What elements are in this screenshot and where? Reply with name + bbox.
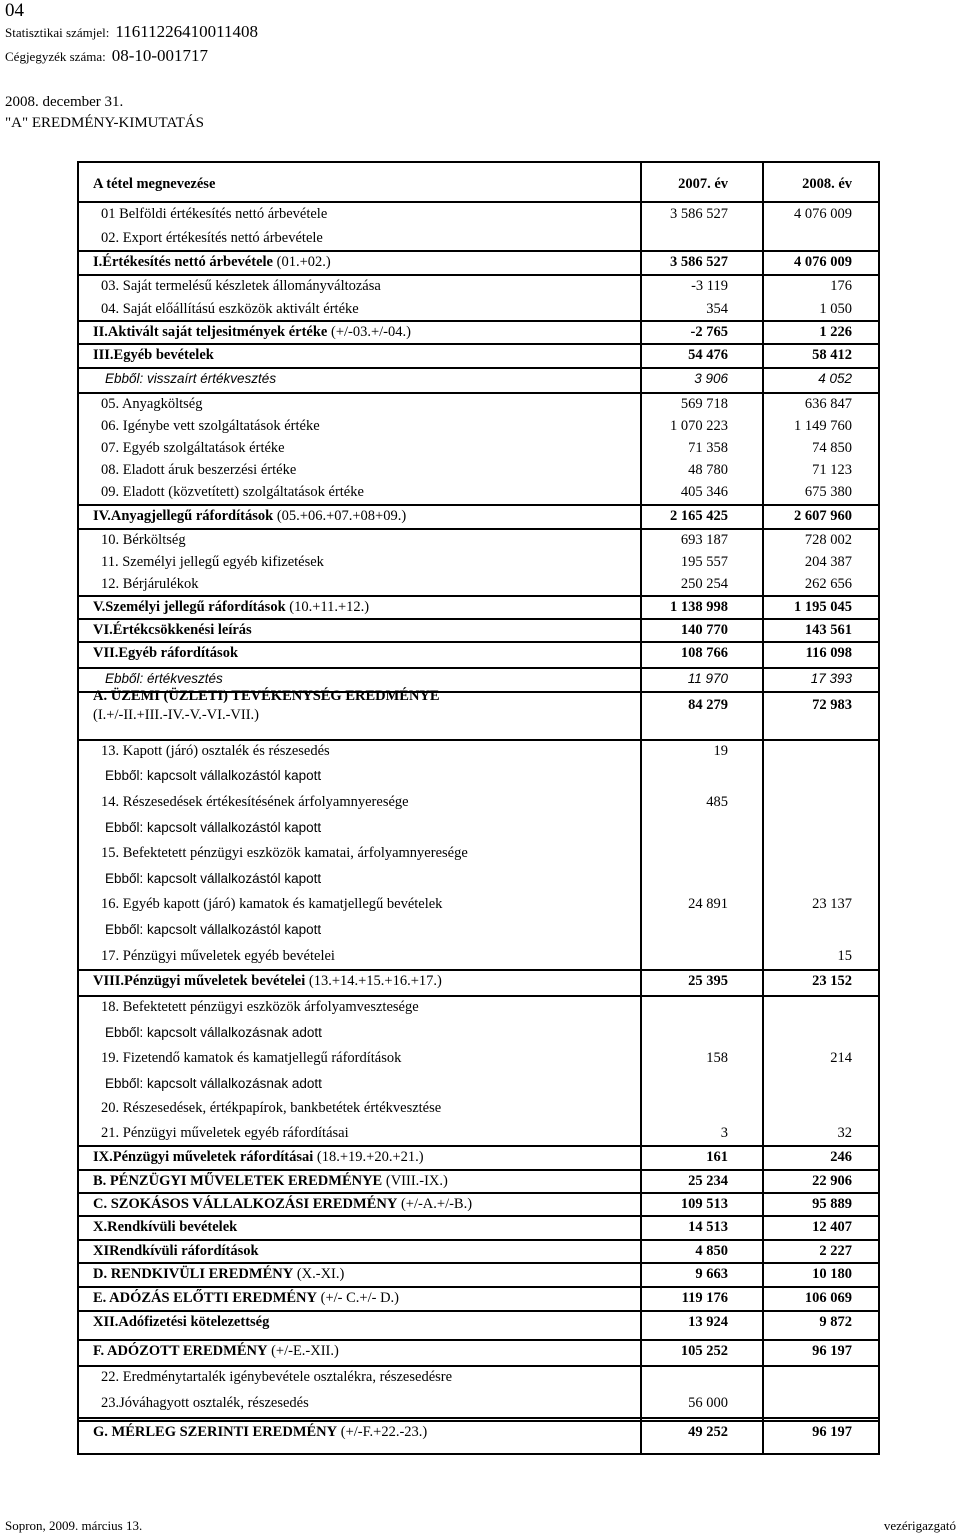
row-label-text: 01 Belföldi értékesítés nettó árbevétele (101, 206, 328, 222)
row-label (93, 599, 369, 616)
value-2008: 71 123 (812, 462, 852, 478)
row-label-bold: XII.Adófizetési kötelezettség (93, 1314, 270, 1330)
row-label-text: 04. Saját előállítású eszközök aktivált értéke (101, 301, 359, 317)
row-label-text: 09. Eladott (közvetített) szolgáltatások értéke (101, 484, 364, 500)
value-2007: 109 513 (680, 1196, 728, 1212)
value-2007: 195 557 (680, 554, 728, 570)
row-label-text: 02. Export értékesítés nettó árbevétele (101, 230, 323, 246)
column-divider (640, 163, 642, 1453)
place-date: Sopron, 2009. március 13. (5, 1518, 143, 1533)
value-2008: 2 227 (819, 1243, 852, 1259)
row-divider (79, 1215, 878, 1217)
row-label (93, 1243, 259, 1260)
row-label-bold: X.Rendkívüli bevételek (93, 1219, 238, 1235)
row-label (101, 418, 320, 435)
value-2007: 49 252 (688, 1424, 728, 1440)
row-label-text: 11. Személyi jellegű egyéb kifizetések (101, 554, 324, 570)
value-2007: 24 891 (688, 896, 728, 912)
row-label (101, 794, 409, 811)
row-label (105, 371, 276, 386)
row-label-bold: E. ADÓZÁS ELŐTTI EREDMÉNY (93, 1290, 317, 1306)
row-label (93, 1219, 237, 1236)
row-label-text: 16. Egyéb kapott (járó) kamatok és kamatjellegű bevételek (101, 896, 443, 912)
report-title: "A" EREDMÉNY-KIMUTATÁS (5, 115, 204, 131)
value-2007: -3 119 (691, 278, 728, 294)
row-label-text: 17. Pénzügyi műveletek egyéb bevételei (101, 948, 335, 964)
row-label (93, 508, 406, 525)
value-2008: 9 872 (819, 1314, 852, 1330)
row-label (101, 532, 186, 549)
row-label (93, 324, 411, 341)
value-2008: 72 983 (812, 697, 852, 713)
row-divider (79, 1169, 878, 1171)
row-label (101, 1100, 441, 1117)
value-2007: 1 070 223 (670, 418, 728, 434)
value-2007: 54 476 (688, 347, 728, 363)
row-label (105, 820, 321, 835)
row-label-text: (+/-03.+/-04.) (327, 324, 411, 340)
row-label (101, 396, 203, 413)
stat-label: Statisztikai számjel: (5, 25, 110, 40)
value-2008: 1 149 760 (794, 418, 852, 434)
statistical-id-line (5, 22, 258, 42)
row-divider (79, 667, 878, 669)
value-2008: 4 076 009 (794, 206, 852, 222)
row-divider (79, 250, 878, 252)
col-header-2007: 2007. év (678, 176, 728, 192)
row-label-text: 12. Bérjárulékok (101, 576, 199, 592)
value-2007: 105 252 (680, 1343, 728, 1359)
value-2007: 250 254 (680, 576, 728, 592)
row-divider (79, 641, 878, 643)
value-2008: 17 393 (810, 671, 852, 686)
value-2008: 4 052 (818, 371, 852, 386)
row-divider (79, 392, 878, 394)
row-divider (79, 1286, 878, 1288)
row-label-text: (10.+11.+12.) (285, 599, 370, 615)
value-2007: 354 (706, 301, 728, 317)
row-label-bold: I.Értékesítés nettó árbevétele (93, 254, 273, 270)
value-2007: 3 (720, 1125, 728, 1141)
row-label (105, 1025, 322, 1040)
row-label (93, 254, 331, 271)
row-label-text: (VIII.-IX.) (382, 1173, 448, 1189)
row-label-text: 05. Anyagköltség (101, 396, 203, 412)
row-label-bold: A. ÜZEMI (ÜZLETI) TEVÉKENYSÉG EREDMÉNYE (93, 688, 440, 704)
row-label-text: Ebből: kapcsolt vállalkozásnak adott (105, 1076, 322, 1091)
stat-value: 11611226410011408 (115, 22, 258, 41)
row-label-text: (18.+19.+20.+21.) (313, 1149, 424, 1165)
income-statement-table (77, 161, 880, 1455)
value-2008: 262 656 (804, 576, 852, 592)
row-label (93, 1196, 472, 1213)
value-2008: 2 607 960 (794, 508, 852, 524)
row-divider (79, 691, 878, 693)
row-label (101, 278, 381, 295)
row-label-text: 08. Eladott áruk beszerzési értéke (101, 462, 297, 478)
row-label (105, 922, 321, 937)
value-2007: 71 358 (688, 440, 728, 456)
row-label (101, 206, 327, 223)
row-label-bold: F. ADÓZOTT EREDMÉNY (93, 1343, 268, 1359)
value-2008: 23 137 (812, 896, 852, 912)
row-divider (79, 504, 878, 506)
value-2007: 84 279 (688, 697, 728, 713)
row-label-text: 15. Befektetett pénzügyi eszközök kamatai, árfolyamnyeresége (101, 845, 468, 861)
row-label (101, 440, 285, 457)
row-label-bold: G. MÉRLEG SZERINTI EREDMÉNY (93, 1424, 338, 1440)
row-label (93, 1173, 448, 1190)
row-label-bold: B. PÉNZÜGYI MŰVELETEK EREDMÉNYE (93, 1173, 383, 1189)
row-divider (79, 1239, 878, 1241)
row-label (101, 896, 442, 913)
row-label (93, 973, 442, 990)
row-label-text: 03. Saját termelésű készletek állományváltozása (101, 278, 381, 294)
value-2008: 4 076 009 (794, 254, 852, 270)
row-label (93, 347, 214, 364)
row-label (93, 645, 238, 662)
row-label (101, 301, 359, 318)
row-label (101, 484, 364, 501)
value-2007: 11 970 (687, 671, 728, 686)
reg-value: 08-10-001717 (111, 46, 209, 65)
value-2007: 140 770 (680, 622, 728, 638)
value-2007: 405 346 (680, 484, 728, 500)
value-2007: 158 (706, 1050, 728, 1066)
row-label-text: 18. Befektetett pénzügyi eszközök árfolyamvesztesége (101, 999, 419, 1015)
row-divider (79, 1339, 878, 1341)
row-label-bold: C. SZOKÁSOS VÁLLALKOZÁSI EREDMÉNY (93, 1196, 398, 1212)
row-label-bold: IV.Anyagjellegű ráfordítások (93, 508, 274, 524)
value-2008: 74 850 (812, 440, 852, 456)
row-label (105, 871, 321, 886)
value-2008: 10 180 (812, 1266, 852, 1282)
row-label-bold: D. RENDKIVÜLI EREDMÉNY (93, 1266, 294, 1282)
row-label-text: 06. Igénybe vett szolgáltatások értéke (101, 418, 320, 434)
row-label-bold: VII.Egyéb ráfordítások (93, 645, 239, 661)
value-2007: 693 187 (680, 532, 728, 548)
row-label-text: 10. Bérköltség (101, 532, 186, 548)
row-divider (79, 1365, 878, 1367)
value-2008: 214 (830, 1050, 852, 1066)
row-divider (79, 995, 878, 997)
value-2007: 4 850 (695, 1243, 728, 1259)
value-2007: 14 513 (688, 1219, 728, 1235)
row-label-text: Ebből: kapcsolt vállalkozástól kapott (105, 768, 322, 783)
row-label (101, 1369, 452, 1386)
value-2008: 176 (830, 278, 852, 294)
value-2008: 636 847 (804, 396, 852, 412)
value-2008: 1 226 (819, 324, 852, 340)
row-label-text: Ebből: kapcsolt vállalkozástól kapott (105, 922, 322, 937)
value-2007: 13 924 (688, 1314, 728, 1330)
row-label (101, 230, 323, 247)
row-divider (79, 1310, 878, 1312)
row-label-text: 14. Részesedések értékesítésének árfolyamnyeresége (101, 794, 409, 810)
value-2008: 728 002 (804, 532, 852, 548)
row-label (101, 845, 468, 862)
row-label (93, 1343, 339, 1360)
value-2008: 1 050 (819, 301, 852, 317)
value-2007: 1 138 998 (670, 599, 728, 615)
row-divider (79, 618, 878, 620)
registry-id-line (5, 46, 208, 66)
value-2008: 96 197 (812, 1424, 852, 1440)
row-label-text: Ebből: kapcsolt vállalkozásnak adott (105, 1025, 322, 1040)
row-divider (79, 1420, 878, 1422)
row-label (105, 768, 321, 783)
value-2007: 9 663 (695, 1266, 728, 1282)
row-label-text: 22. Eredménytartalék igénybevétele osztalékra, részesedésre (101, 1369, 453, 1385)
row-label-text: Ebből: kapcsolt vállalkozástól kapott (105, 820, 322, 835)
row-label (93, 622, 252, 639)
row-label-text: (13.+14.+15.+16.+17.) (305, 973, 442, 989)
row-label (101, 948, 335, 965)
value-2008: 15 (837, 948, 852, 964)
row-label (101, 1050, 401, 1067)
row-label (101, 462, 296, 479)
row-label-text: (05.+06.+07.+08+09.) (273, 508, 407, 524)
row-label-bold: VI.Értékcsökkenési leírás (93, 622, 252, 638)
value-2007: 19 (713, 743, 728, 759)
reg-label: Cégjegyzék száma: (5, 49, 106, 64)
row-label-bold: III.Egyéb bevételek (93, 347, 214, 363)
value-2007: 569 718 (680, 396, 728, 412)
value-2008: 96 197 (812, 1343, 852, 1359)
value-2008: 204 387 (804, 554, 852, 570)
row-label-text: 21. Pénzügyi műveletek egyéb ráfordításai (101, 1125, 349, 1141)
value-2007: 48 780 (688, 462, 728, 478)
row-label (93, 1424, 427, 1441)
row-divider (79, 1262, 878, 1264)
value-2007: 485 (706, 794, 728, 810)
value-2008: 106 069 (804, 1290, 852, 1306)
row-divider (79, 367, 878, 369)
value-2008: 95 889 (812, 1196, 852, 1212)
row-divider (79, 739, 878, 741)
row-label (101, 576, 198, 593)
value-2008: 12 407 (812, 1219, 852, 1235)
col-header-2008: 2008. év (802, 176, 852, 192)
row-label-bold: IX.Pénzügyi műveletek ráfordításai (93, 1149, 314, 1165)
value-2007: 3 906 (694, 371, 728, 386)
column-divider (762, 163, 764, 1453)
row-label (93, 1149, 424, 1166)
row-label-text: (01.+02.) (272, 254, 331, 270)
value-2007: 2 165 425 (670, 508, 728, 524)
row-label-text: (+/-A.+/-B.) (397, 1196, 473, 1212)
row-label-text: 23.Jóváhagyott osztalék, részesedés (101, 1395, 309, 1411)
signature-label: vezérigazgató (883, 1518, 956, 1533)
value-2007: 25 395 (688, 973, 728, 989)
row-divider (79, 1192, 878, 1194)
value-2008: 1 195 045 (794, 599, 852, 615)
row-label-text: 07. Egyéb szolgáltatások értéke (101, 440, 285, 456)
row-label-text: 20. Részesedések, értékpapírok, bankbetétek értékvesztése (101, 1100, 442, 1116)
row-label (93, 1314, 269, 1331)
row-label (105, 1076, 322, 1091)
col-header-label: A tétel megnevezése (93, 176, 216, 192)
value-2008: 675 380 (804, 484, 852, 500)
value-2007: 119 176 (681, 1290, 728, 1306)
row-label (101, 1125, 349, 1142)
row-divider (79, 1417, 878, 1419)
row-label-text: (X.-XI.) (293, 1266, 345, 1282)
row-label-bold: V.Személyi jellegű ráfordítások (93, 599, 286, 615)
value-2007: 3 586 527 (670, 254, 728, 270)
row-divider (79, 343, 878, 345)
value-2007: -2 765 (690, 324, 728, 340)
row-label-text: (+/-F.+22.-23.) (337, 1424, 428, 1440)
row-divider (79, 528, 878, 530)
row-label-text: (+/-E.-XII.) (267, 1343, 339, 1359)
value-2008: 116 098 (805, 645, 852, 661)
row-divider (79, 201, 878, 203)
row-divider (79, 1145, 878, 1147)
page-number: 04 (5, 0, 24, 21)
value-2008: 23 152 (812, 973, 852, 989)
value-2007: 56 000 (688, 1395, 728, 1411)
row-label (101, 999, 419, 1016)
row-label-text: (+/- C.+/- D.) (317, 1290, 399, 1306)
row-label-formula: (I.+/-II.+III.-IV.-V.-VI.-VII.) (93, 707, 259, 723)
row-label (101, 743, 330, 760)
row-label (101, 1395, 309, 1412)
row-label-text: Ebből: visszaírt értékvesztés (105, 371, 277, 386)
row-label-text: 13. Kapott (járó) osztalék és részesedés (101, 743, 330, 759)
value-2007: 25 234 (688, 1173, 728, 1189)
row-label-text: Ebből: kapcsolt vállalkozástól kapott (105, 871, 322, 886)
row-label (105, 671, 223, 686)
value-2008: 22 906 (812, 1173, 852, 1189)
row-label (93, 1266, 344, 1283)
row-divider (79, 274, 878, 276)
row-divider (79, 595, 878, 597)
value-2008: 58 412 (812, 347, 852, 363)
row-divider (79, 320, 878, 322)
row-label-bold: II.Aktivált saját teljesitmények értéke (93, 324, 328, 340)
row-label (101, 554, 324, 571)
row-label-bold: XIRendkívüli ráfordítások (93, 1243, 259, 1259)
value-2008: 246 (830, 1149, 852, 1165)
row-label-text: 19. Fizetendő kamatok és kamatjellegű ráfordítások (101, 1050, 402, 1066)
row-label-text: Ebből: értékvesztés (105, 671, 223, 686)
row-label (93, 1290, 399, 1307)
value-2008: 32 (837, 1125, 852, 1141)
row-divider (79, 969, 878, 971)
value-2007: 3 586 527 (670, 206, 728, 222)
value-2008: 143 561 (804, 622, 852, 638)
value-2007: 161 (706, 1149, 728, 1165)
value-2007: 108 766 (680, 645, 728, 661)
row-label-bold: VIII.Pénzügyi műveletek bevételei (93, 973, 306, 989)
report-date: 2008. december 31. (5, 94, 124, 110)
